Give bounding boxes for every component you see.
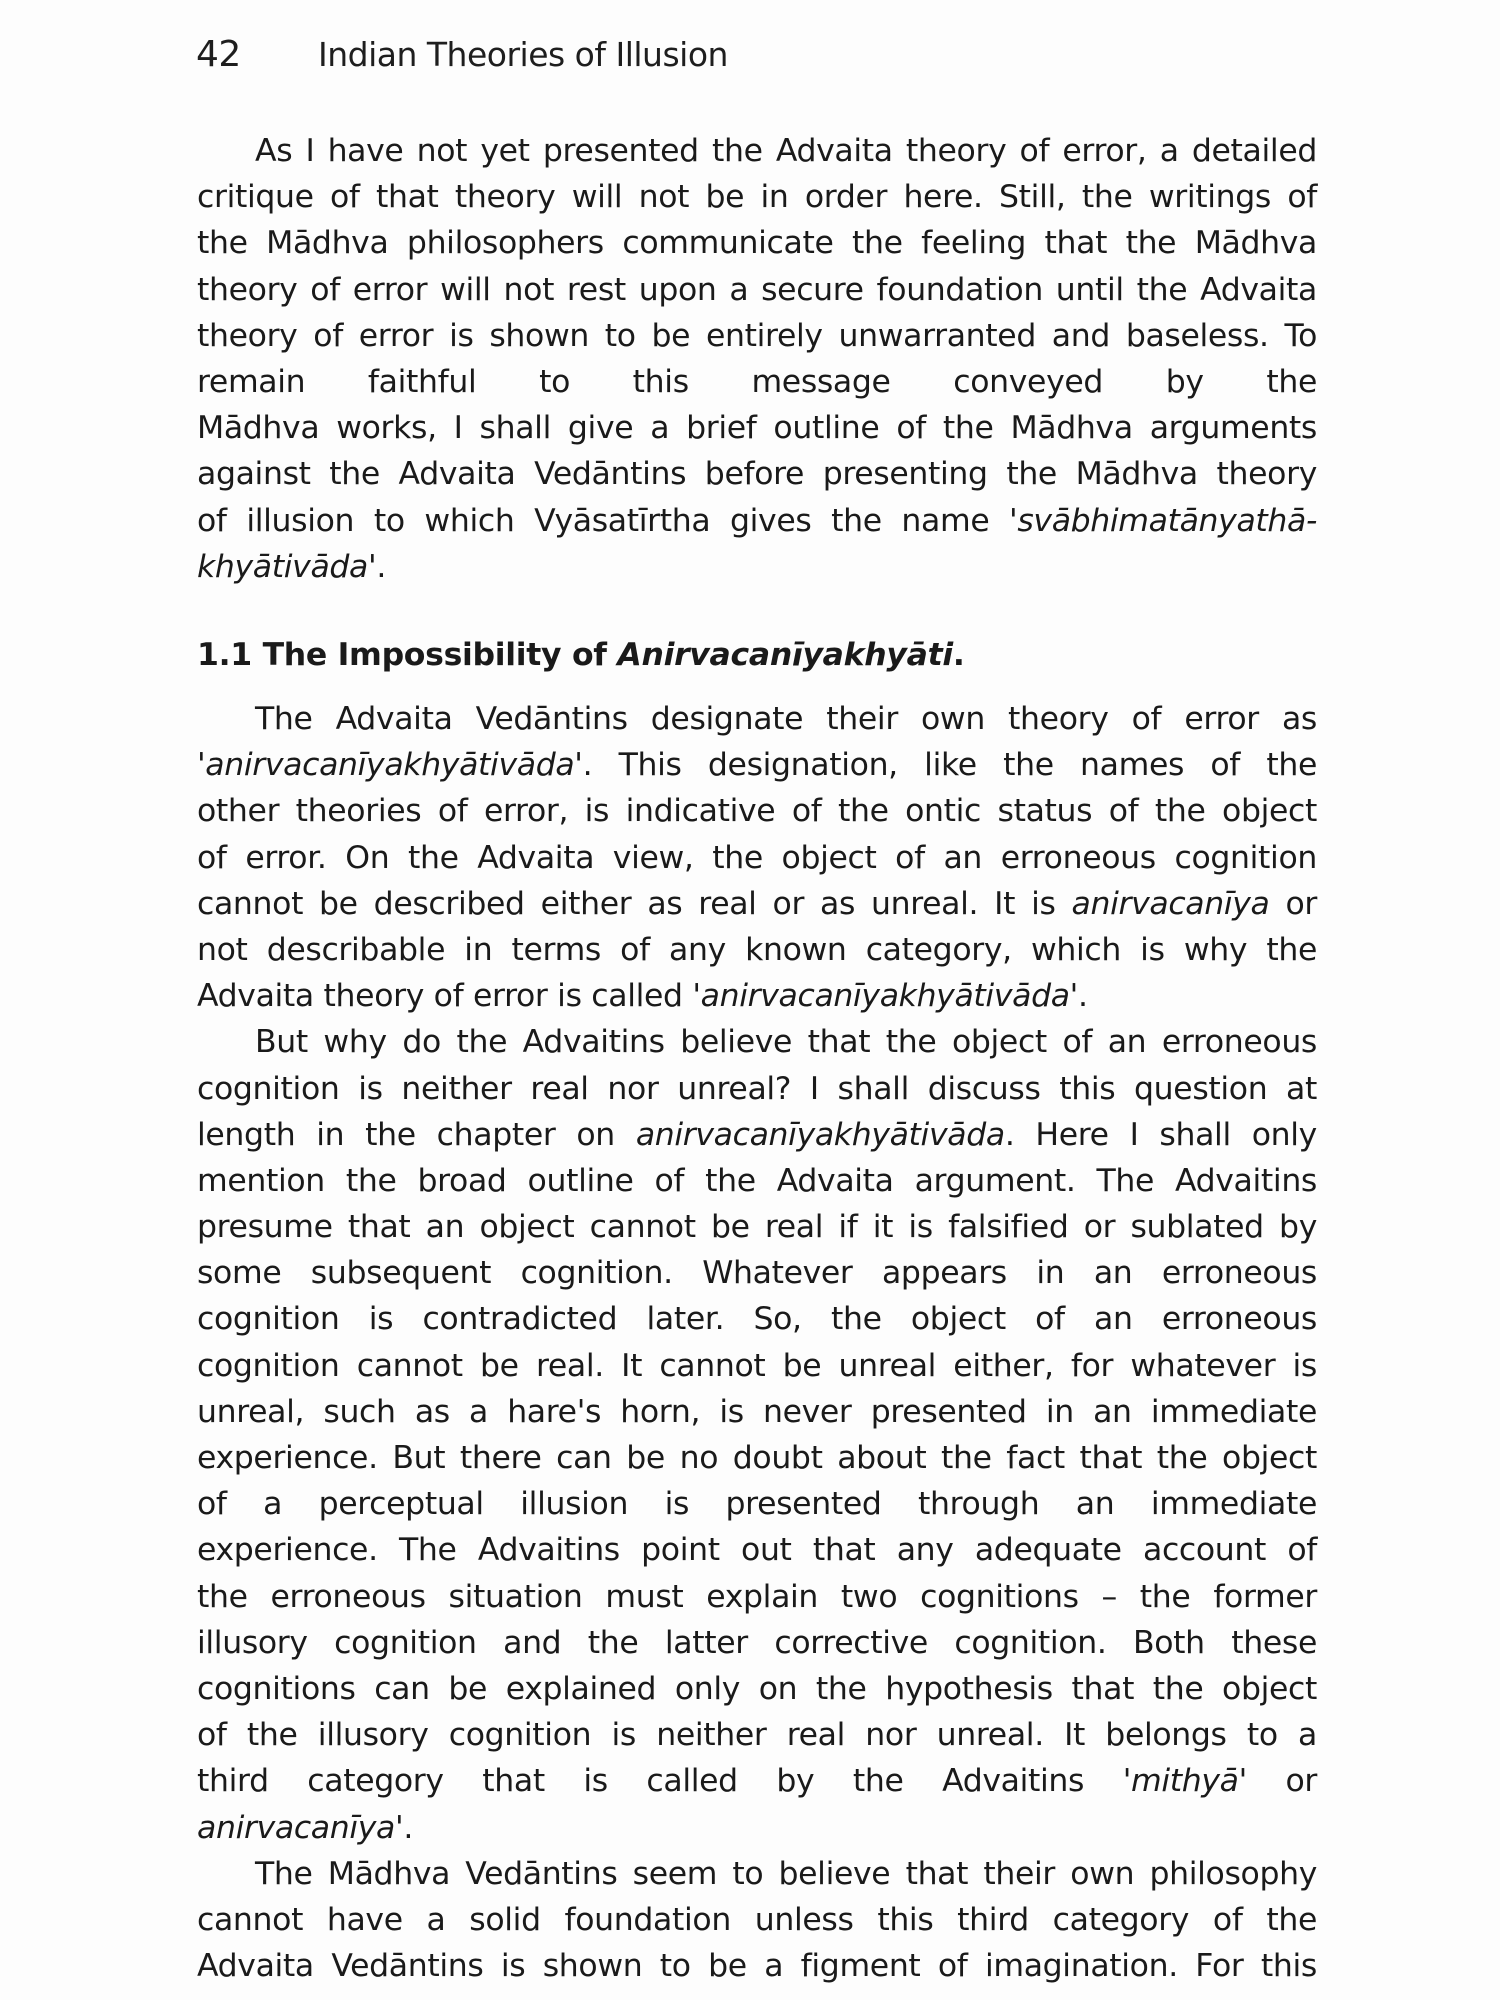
section-title-end: . xyxy=(952,637,965,673)
italic-term: khyātivāda' xyxy=(197,548,377,585)
text-line xyxy=(197,1435,1317,1481)
text-line xyxy=(197,1758,1317,1804)
section-number: 1.1 xyxy=(197,637,252,673)
text-run: length in the chapter on xyxy=(197,1116,636,1153)
text-run: critique of that theory will not be in order here. Still, the writings of xyxy=(197,179,1317,216)
text-line xyxy=(197,313,1317,359)
italic-term: anirvacanīya xyxy=(1071,885,1270,922)
text-line xyxy=(197,1204,1317,1250)
text-line xyxy=(197,1343,1317,1389)
text-run: third category that is called by the Advaitins xyxy=(197,1763,1123,1800)
text-run: of illusion to which Vyāsatīrtha gives the name xyxy=(197,502,1010,539)
text-line xyxy=(197,1943,1317,1989)
paragraph-madhva-position xyxy=(197,1851,1317,1990)
text-line xyxy=(197,1620,1317,1666)
italic-term: anirvacanīya' xyxy=(197,1809,404,1846)
text-line xyxy=(197,1574,1317,1620)
text-line xyxy=(197,881,1317,927)
italic-term: 'anirvacanīyakhyātivāda' xyxy=(692,978,1078,1015)
text-run: presume that an object cannot be real if it is falsified or sublated by xyxy=(197,1209,1317,1246)
text-line xyxy=(197,451,1317,497)
text-run: Advaita Vedāntins is shown to be a figment of imagination. For this xyxy=(197,1948,1317,1985)
text-run: cannot be described either as real or as unreal. It is xyxy=(197,885,1072,922)
text-run: or xyxy=(1246,1763,1317,1800)
text-line xyxy=(197,498,1317,544)
paragraph-advaita-argument xyxy=(197,1019,1317,1850)
text-run: cannot have a solid foundation unless this third category of the xyxy=(197,1901,1317,1938)
text-line xyxy=(197,1666,1317,1712)
section-title: The Impossibility of xyxy=(262,637,618,673)
section-title-term: Anirvacanīyakhyāti xyxy=(617,637,953,673)
text-line xyxy=(197,1712,1317,1758)
text-run: of error. On the Advaita view, the object of an erroneous cognition xyxy=(197,839,1317,876)
text-run: As I have not yet presented the Advaita theory of error, a detailed xyxy=(255,133,1317,169)
text-run: But why do the Advaitins believe that the object of an erroneous xyxy=(255,1024,1317,1061)
text-line xyxy=(197,973,1317,1019)
text-run: cognition is neither real nor unreal? I shall discuss this question at xyxy=(197,1070,1317,1107)
text-line xyxy=(197,1851,1317,1897)
text-line xyxy=(197,359,1317,405)
text-run: or xyxy=(1269,885,1318,922)
text-run: . xyxy=(376,548,386,585)
italic-term: anirvacanīyakhyātivāda xyxy=(635,1116,1005,1153)
text-run: against the Advaita Vedāntins before presenting the Mādhva theory xyxy=(197,456,1317,493)
text-line xyxy=(197,1805,1317,1851)
italic-term: 'svābhimatānyathā- xyxy=(1009,502,1317,539)
text-run: Advaita theory of error is called xyxy=(197,978,693,1015)
text-run: some subsequent cognition. Whatever appears in an erroneous xyxy=(197,1255,1317,1292)
text-run: other theories of error, is indicative of the ontic status of the object xyxy=(197,793,1317,830)
text-line xyxy=(197,835,1317,881)
text-line xyxy=(197,405,1317,451)
text-line xyxy=(197,1066,1317,1112)
text-run: unreal, such as a hare's horn, is never presented in an immediate xyxy=(197,1393,1317,1430)
text-run: . This designation, like the names of the xyxy=(582,747,1317,784)
text-run: not describable in terms of any known category, which is why the xyxy=(197,931,1317,968)
text-run: experience. But there can be no doubt about the fact that the object xyxy=(197,1440,1317,1476)
page-number: 42 xyxy=(196,34,241,75)
text-run: of a perceptual illusion is presented through an immediate xyxy=(197,1486,1317,1523)
text-run: remain faithful to this message conveyed by the xyxy=(197,363,1317,400)
text-line xyxy=(197,927,1317,973)
text-line xyxy=(197,1158,1317,1204)
text-run: illusory cognition and the latter corrective cognition. Both these xyxy=(197,1624,1317,1661)
text-line xyxy=(197,1389,1317,1435)
text-run: . xyxy=(1078,978,1088,1015)
text-run: . xyxy=(403,1809,413,1846)
text-run: The Mādhva Vedāntins seem to believe that their own philosophy xyxy=(255,1855,1317,1892)
text-line xyxy=(197,1019,1317,1065)
text-run: cognitions can be explained only on the hypothesis that the object xyxy=(197,1670,1317,1707)
italic-term: 'mithyā' xyxy=(1122,1763,1247,1800)
text-line xyxy=(197,788,1317,834)
section-body xyxy=(197,696,1317,1989)
text-line xyxy=(197,1112,1317,1158)
italic-term: 'anirvacanīyakhyātivāda' xyxy=(197,747,583,784)
paragraph-intro xyxy=(197,128,1317,590)
text-run: mention the broad outline of the Advaita argument. The Advaitins xyxy=(197,1162,1317,1199)
text-line xyxy=(197,742,1317,788)
text-run: The Advaita Vedāntins designate their own theory of error as xyxy=(255,701,1317,737)
book-title: Indian Theories of Illusion xyxy=(318,35,728,74)
text-run: cognition cannot be real. It cannot be unreal either, for whatever is xyxy=(197,1347,1317,1384)
text-run: cognition is contradicted later. So, the object of an erroneous xyxy=(197,1301,1317,1338)
text-run: of the illusory cognition is neither real nor unreal. It belongs to a xyxy=(197,1717,1317,1754)
text-line xyxy=(197,1296,1317,1342)
text-run: Mādhva works, I shall give a brief outline of the Mādhva arguments xyxy=(197,410,1317,447)
running-head xyxy=(196,34,728,78)
text-run: the Mādhva philosophers communicate the feeling that the Mādhva xyxy=(197,225,1317,262)
text-line xyxy=(197,544,1317,590)
text-line xyxy=(197,1250,1317,1296)
text-line xyxy=(197,696,1317,742)
text-line xyxy=(197,1527,1317,1573)
text-run: the erroneous situation must explain two cognitions – the former xyxy=(197,1578,1317,1615)
section-heading xyxy=(197,632,965,678)
text-run: experience. The Advaitins point out that any adequate account of xyxy=(197,1532,1317,1569)
text-run: theory of error is shown to be entirely unwarranted and baseless. To xyxy=(197,317,1317,354)
text-line xyxy=(197,267,1317,313)
text-line xyxy=(197,174,1317,220)
text-run: . Here I shall only xyxy=(1004,1116,1317,1153)
text-line xyxy=(197,1897,1317,1943)
text-line xyxy=(197,1481,1317,1527)
text-line xyxy=(197,220,1317,266)
text-line xyxy=(197,128,1317,174)
paragraph-designation xyxy=(197,696,1317,1019)
text-run: theory of error will not rest upon a secure foundation until the Advaita xyxy=(197,271,1317,308)
